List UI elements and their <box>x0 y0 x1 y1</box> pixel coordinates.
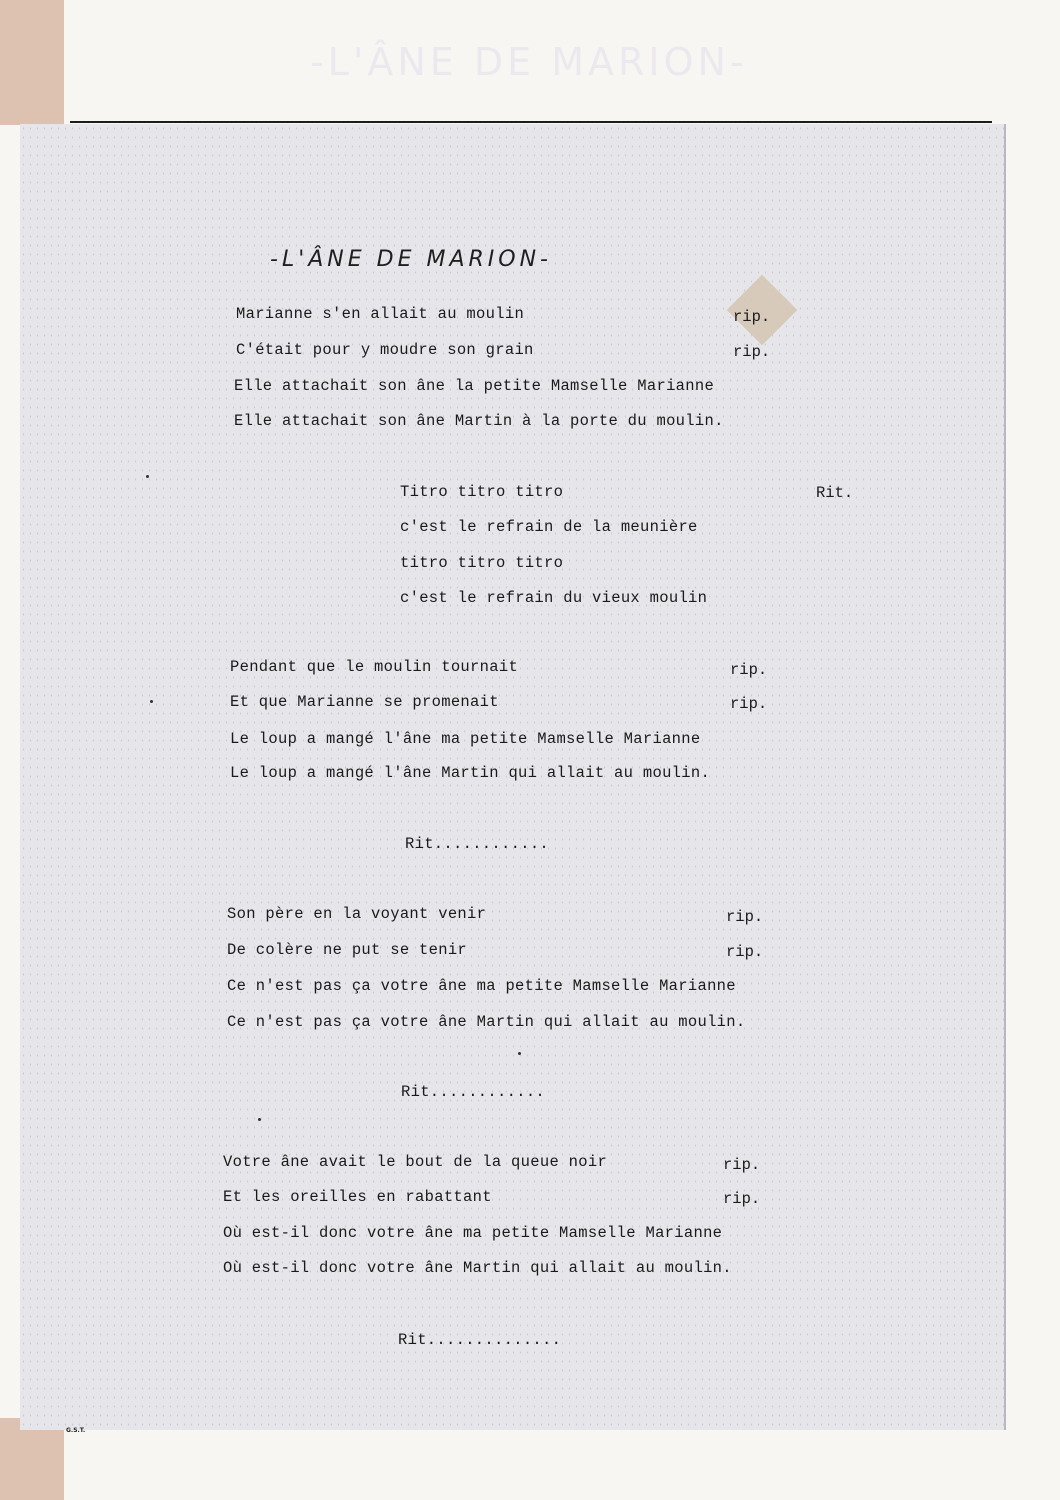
verse-2-line-3: Le loup a mangé l'âne ma petite Mamselle Marianne <box>230 730 701 748</box>
refrain-marker-1: Rit............ <box>405 835 550 853</box>
tape-strip-top <box>0 0 64 125</box>
tape-strip-bottom <box>0 1418 64 1500</box>
verse-2-tag-1: rip. <box>730 661 768 679</box>
verse-3-line-2: De colère ne put se tenir <box>227 941 468 959</box>
refrain-line-4: c'est le refrain du vieux moulin <box>400 589 708 607</box>
verse-1-line-4: Elle attachait son âne Martin à la porte du moulin. <box>234 412 724 430</box>
handwritten-title: -L'ÂNE DE MARION- <box>270 247 552 272</box>
verse-3-line-1: Son père en la voyant venir <box>227 905 487 923</box>
verse-2-line-1: Pendant que le moulin tournait <box>230 658 519 676</box>
verse-1-tag-1: rip. <box>733 308 771 326</box>
verse-4-line-3: Où est-il donc votre âne ma petite Mamselle Marianne <box>223 1224 723 1242</box>
refrain-marker-2: Rit............ <box>401 1083 546 1101</box>
ink-speck <box>518 1052 521 1055</box>
verse-1-line-3: Elle attachait son âne la petite Mamselle Marianne <box>234 377 715 395</box>
refrain-marker-3: Rit.............. <box>398 1331 562 1349</box>
verse-1-line-1: Marianne s'en allait au moulin <box>236 305 525 323</box>
ink-speck <box>150 700 153 703</box>
verse-2-line-2: Et que Marianne se promenait <box>230 693 499 711</box>
verse-3-line-3: Ce n'est pas ça votre âne ma petite Mamselle Marianne <box>227 977 736 995</box>
refrain-line-1: Titro titro titro <box>400 483 564 501</box>
refrain-tag: Rit. <box>816 484 854 502</box>
ink-speck <box>146 475 149 478</box>
refrain-line-2: c'est le refrain de la meunière <box>400 518 698 536</box>
verse-1-tag-2: rip. <box>733 343 771 361</box>
verse-2-line-4: Le loup a mangé l'âne Martin qui allait au moulin. <box>230 764 711 782</box>
verse-1-line-2: C'était pour y moudre son grain <box>236 341 534 359</box>
verse-3-tag-2: rip. <box>726 943 764 961</box>
printer-stamp: G.S.T. <box>66 1427 86 1434</box>
verse-4-tag-1: rip. <box>723 1156 761 1174</box>
ink-speck <box>258 1118 261 1121</box>
verse-4-line-1: Votre âne avait le bout de la queue noir <box>223 1153 608 1171</box>
verse-2-tag-2: rip. <box>730 695 768 713</box>
refrain-line-3: titro titro titro <box>400 554 564 572</box>
top-rule <box>70 121 992 123</box>
verse-3-tag-1: rip. <box>726 908 764 926</box>
verse-4-line-2: Et les oreilles en rabattant <box>223 1188 492 1206</box>
verse-4-line-4: Où est-il donc votre âne Martin qui allait au moulin. <box>223 1259 732 1277</box>
verse-4-tag-2: rip. <box>723 1190 761 1208</box>
ghost-title: -L'ÂNE DE MARION- <box>310 40 748 84</box>
verse-3-line-4: Ce n'est pas ça votre âne Martin qui allait au moulin. <box>227 1013 746 1031</box>
